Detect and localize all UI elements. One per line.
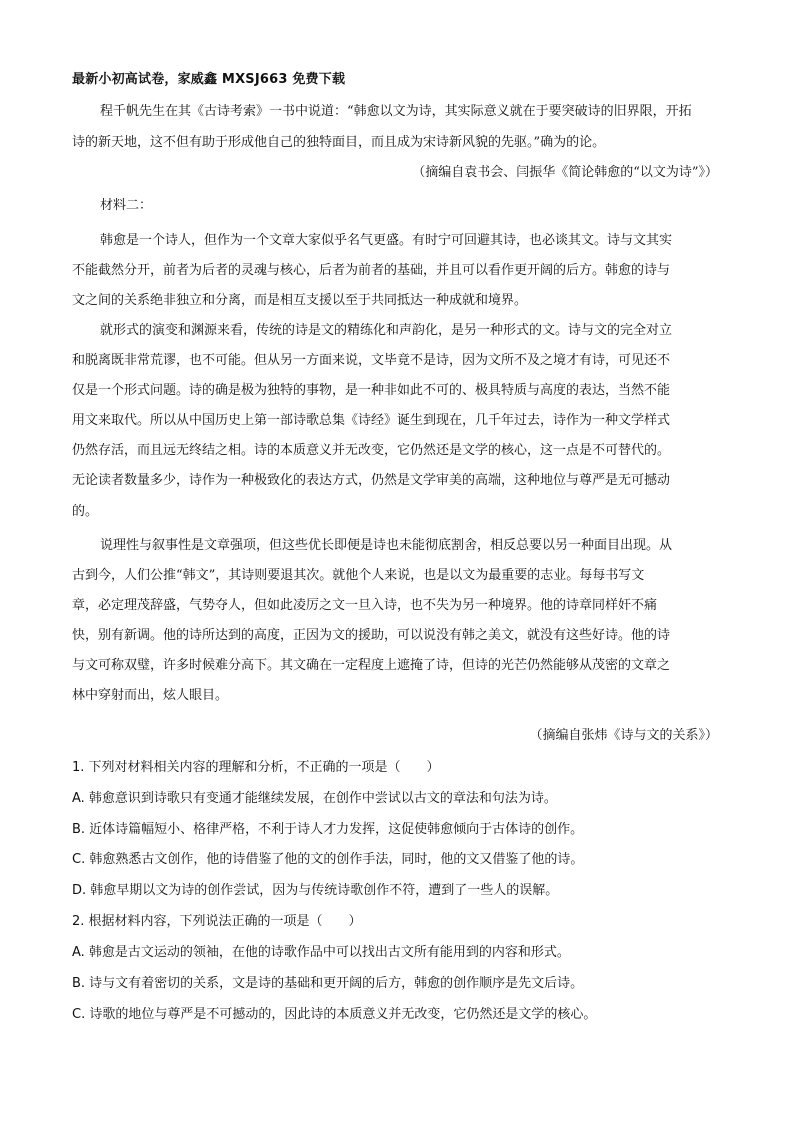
text-line: 古到今，人们公推“韩文”，其诗则要退其次。就他个人来说，也是以文为最重要的志业。每每书写文 <box>72 568 645 583</box>
source-citation: （摘编自张炜《诗与文的关系》） <box>529 728 718 743</box>
option-1c: C. 韩愈熟悉古文创作，他的诗借鉴了他的文的创作手法，同时，他的文又借鉴了他的诗。 <box>72 852 584 867</box>
text-line: 林中穿射而出，炫人眼目。 <box>72 688 229 703</box>
section-title: 材料二： <box>100 198 153 213</box>
question-stem-1: 1. 下列对材料相关内容的理解和分析，不正确的一项是（ ） <box>72 760 440 775</box>
option-1a: A. 韩愈意识到诗歌只有变通才能继续发展，在创作中尝试以古文的章法和句法为诗。 <box>72 791 557 806</box>
text-line: 用文来取代。所以从中国历史上第一部诗歌总集《诗经》诞生到现在，几千年过去，诗作为一种文学样式 <box>72 413 671 428</box>
text-line: 和脱离既非常荒谬，也不可能。但从另一方面来说，文毕竟不是诗，因为文所不及之境才有诗，可见还不 <box>72 353 671 368</box>
option-2b: B. 诗与文有着密切的关系，文是诗的基础和更开阔的后方，韩愈的创作顺序是先文后诗。 <box>72 976 584 991</box>
text-line: 文之间的关系绝非独立和分离，而是相互支援以至于共同抵达一种成就和境界。 <box>72 293 528 308</box>
text-line: 无论读者数量多少，诗作为一种极致化的表达方式，仍然是文学审美的高端，这种地位与尊严是无可撼动 <box>72 473 671 488</box>
option-1d: D. 韩愈早期以文为诗的创作尝试，因为与传统诗歌创作不符，遭到了一些人的误解。 <box>72 883 559 898</box>
text-line: 的。 <box>72 504 99 519</box>
text-line: 不能截然分开，前者为后者的灵魂与核心，后者为前者的基础，并且可以看作更开阔的后方。韩愈的诗与 <box>72 263 671 278</box>
text-line: 与文可称双璧，许多时候难分高下。其文确在一定程度上遮掩了诗，但诗的光芒仍然能够从茂密的文章之 <box>72 658 671 673</box>
text-line: 韩愈是一个诗人，但作为一个文章大家似乎名气更盛。有时宁可回避其诗，也必谈其文。诗与文其实 <box>100 233 673 248</box>
source-citation: （摘编自袁书会、闫振华《简论韩愈的“以文为诗”》） <box>412 165 718 180</box>
text-line: 仅是一个形式问题。诗的确是极为独特的事物，是一种非如此不可的、极具特质与高度的表达，当然不能 <box>72 383 671 398</box>
option-1b: B. 近体诗篇幅短小、格律严格，不利于诗人才力发挥，这促使韩愈倾向于古体诗的创作。 <box>72 822 584 837</box>
question-stem-2: 2. 根据材料内容，下列说法正确的一项是（ ） <box>72 914 362 929</box>
text-line: 就形式的演变和渊源来看，传统的诗是文的精练化和声韵化，是另一种形式的文。诗与文的完全对立 <box>100 323 673 338</box>
text-line: 章，必定理茂辞盛，气势夺人，但如此凌厉之文一旦入诗，也不失为另一种境界。他的诗章同样奸不痛 <box>72 598 658 613</box>
text-line: 程千帆先生在其《古诗考索》一书中说道：“韩愈以文为诗，其实际意义就在于要突破诗的旧界限，开拓 <box>100 104 692 119</box>
text-line: 说理性与叙事性是文章强项，但这些优长即便是诗也未能彻底割舍，相反总要以另一种面目出现。从 <box>100 538 673 553</box>
option-2c: C. 诗歌的地位与尊严是不可撼动的，因此诗的本质意义并无改变，它仍然还是文学的核心。 <box>72 1007 597 1022</box>
text-line: 诗的新天地，这不但有助于形成他自己的独特面目，而且成为宋诗新风貌的先驱。”确为的论。 <box>72 135 606 150</box>
text-line: 快，别有新调。他的诗所达到的高度，正因为文的援助，可以说没有韩之美文，就没有这些好诗。他的诗 <box>72 628 671 643</box>
text-line: 仍然存活，而且远无终结之相。诗的本质意义并无改变，它仍然还是文学的核心，这一点是不可替代的。 <box>72 443 671 458</box>
option-2a: A. 韩愈是古文运动的领袖，在他的诗歌作品中可以找出古文所有能用到的内容和形式。 <box>72 945 570 960</box>
page-header: 最新小初高试卷，家威鑫 MXSJ663 免费下载 <box>72 72 346 87</box>
